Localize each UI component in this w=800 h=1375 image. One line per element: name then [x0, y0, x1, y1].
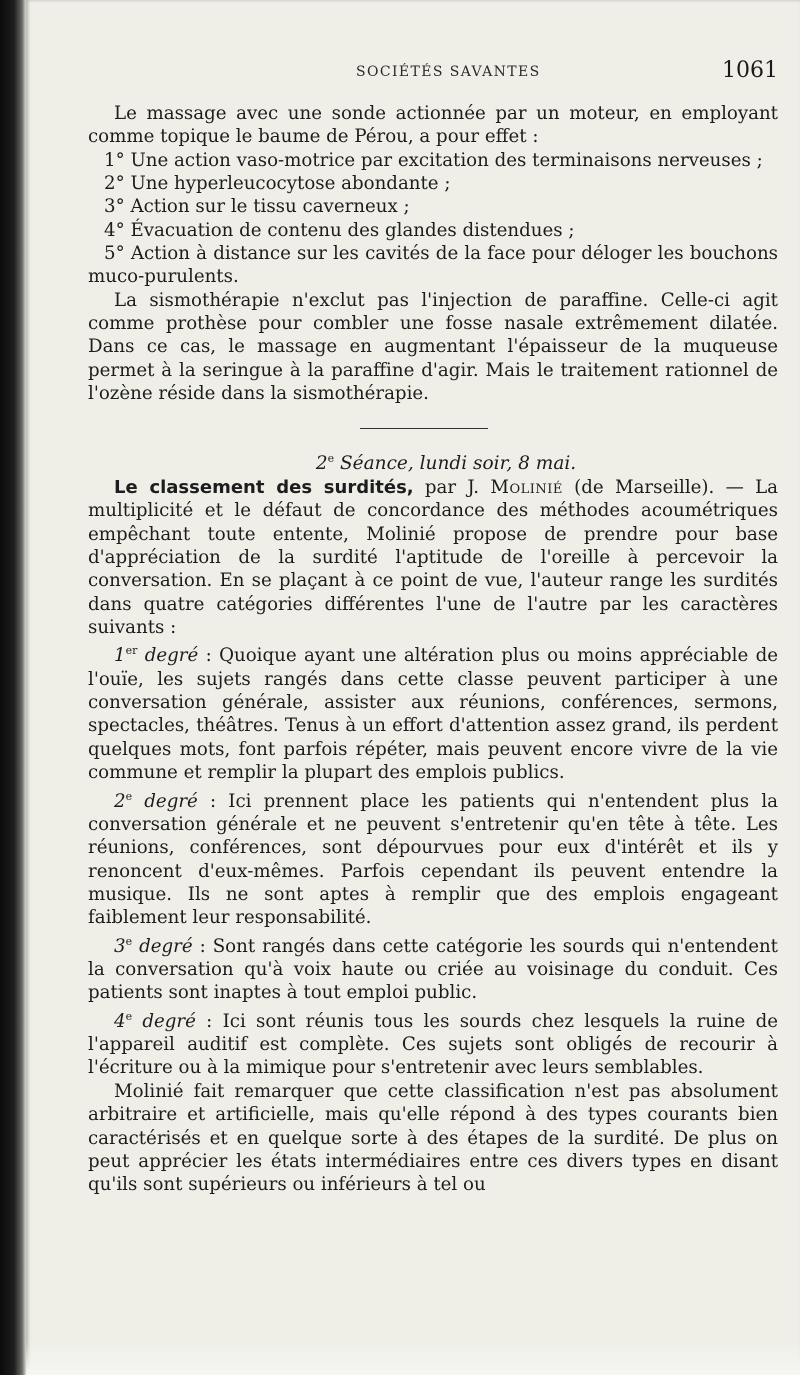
degree-label: [114, 645, 198, 666]
section-divider: [88, 405, 778, 447]
degree-word: degré: [132, 1010, 196, 1032]
degree-label: [114, 936, 193, 957]
degree-number: 4: [114, 1010, 126, 1032]
degree-word: degré: [137, 645, 199, 667]
running-head: SOCIÉTÉS SAVANTES: [356, 64, 541, 80]
degree-word: degré: [132, 935, 193, 957]
surdites-article-paragraph: [88, 476, 778, 639]
degree-suffix: e: [125, 934, 133, 948]
session-label: Séance, lundi soir, 8 mai.: [334, 453, 577, 475]
degree-suffix: er: [125, 644, 138, 658]
degree-paragraph: [88, 639, 778, 784]
degree-text: : Quoique ayant une altération plus ou moins appréciable de l'ouïe, les sujets rangés dans cette classe peuvent participer à une conversation générale, assister aux réunions, conférences, sermons, spectacles, théâtres. Tenus à un effort d'attention assez grand, ils perdent quelques mots, font parfois répéter, mais peuvent encore vivre de la vie commune et remplir la plupart des emplois publics.: [88, 645, 778, 784]
degree-text: : Sont rangés dans cette catégorie les sourds qui n'entendent la conversation qu'à voix haute ou criée au voisinage du conduit. Ces patients sont inaptes à tout emploi public.: [88, 935, 778, 1004]
session-number: 2: [315, 453, 328, 475]
session-heading: [88, 447, 778, 476]
massage-intro-paragraph: Le massage avec une sonde actionnée par un moteur, en employant comme topique le baume de Pérou, a pour effet :: [88, 103, 778, 148]
degree-label: [114, 791, 198, 812]
degree-number: 2: [114, 790, 126, 812]
degree-number: 3: [114, 935, 126, 957]
effect-item: 5° Action à distance sur les cavités de la face pour déloger les bouchons muco-purulents.: [88, 243, 778, 288]
session-number-suffix: e: [327, 452, 335, 466]
degree-paragraph: [88, 930, 778, 1005]
scan-binding-shadow: [0, 0, 26, 1375]
degree-label: [114, 1011, 196, 1032]
degree-text: : Ici prennent place les patients qui n'entendent plus la conversation générale et ne peuvent s'entretenir qu'en tête à tête. Les réunions, conférences, sont dépourvues pour eux d'intérêt et ils y renoncent d'eux-mêmes. Parfois cependant ils peuvent entendre la musique. Ils ne sont aptes à remplir que des emplois engageant faiblement leur responsabilité.: [88, 790, 778, 929]
page-number: 1061: [722, 58, 778, 83]
book-page: [26, 0, 800, 1375]
paraffin-paragraph: La sismothérapie n'exclut pas l'injection de paraffine. Celle-ci agit comme prothèse pour combler une fosse nasale extrêmement dilatée. Dans ce cas, le massage en augmentant l'épaisseur de la muqueuse permet à la seringue à la paraffine d'agir. Mais le traitement rationnel de l'ozène réside dans la sismothérapie.: [88, 289, 778, 405]
article-author: Molinié: [490, 476, 563, 498]
degree-suffix: e: [125, 789, 133, 803]
degree-paragraph: [88, 1005, 778, 1080]
degree-word: degré: [132, 790, 198, 812]
page-header: [86, 58, 776, 86]
article-title: Le classement des surdités,: [114, 476, 414, 498]
degree-number: 1: [114, 645, 126, 667]
degree-paragraph: [88, 785, 778, 930]
effect-item: 2° Une hyperleucocytose abondante ;: [104, 173, 451, 195]
closing-paragraph: Molinié fait remarquer que cette classification n'est pas absolument arbitraire et artificielle, mais qu'elle répond à des types courants bien caractérisés et en quelque sorte à des étapes de la surdité. De plus on peut apprécier les états intermédiaires entre ces divers types en disant qu'ils sont supérieurs ou inférieurs à tel ou: [88, 1080, 778, 1196]
article-text: (de Marseille). — La multiplicité et le défaut de concordance des méthodes acoumétriques empêchant toute entente, Molinié propose de prendre pour base d'appréciation de la surdité l'aptitude de l'oreille à percevoir la conversation. En se plaçant à ce point de vue, l'auteur range les surdités dans quatre catégories différentes l'une de l'autre par les caractères suivants :: [88, 476, 778, 639]
body-text: [88, 102, 778, 1197]
article-byline: par J.: [413, 476, 491, 498]
degree-text: : Ici sont réunis tous les sourds chez lesquels la ruine de l'appareil auditif est complète. Ces sujets sont obligés de recourir à l'écriture ou à la mimique pour s'entretenir avec leurs semblables.: [88, 1010, 778, 1079]
effect-item: 4° Évacuation de contenu des glandes distendues ;: [104, 219, 575, 241]
degree-suffix: e: [125, 1009, 133, 1023]
effect-item: 3° Action sur le tissu caverneux ;: [104, 196, 410, 218]
effect-item: 1° Une action vaso-motrice par excitation des terminaisons nerveuses ;: [104, 149, 763, 171]
